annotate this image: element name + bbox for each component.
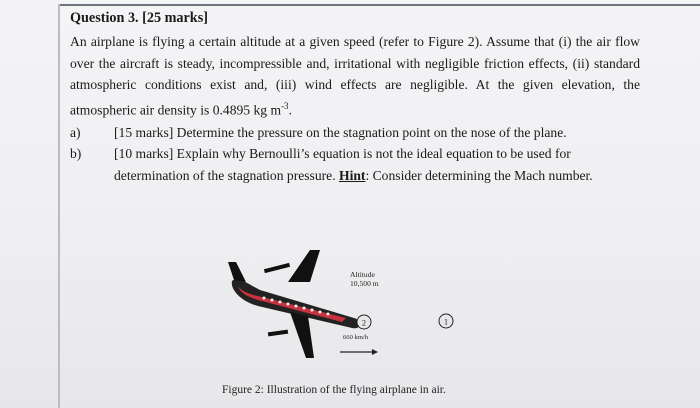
density-exponent: -3 (281, 101, 289, 112)
question-text (70, 8, 640, 187)
figure-caption: Figure 2: Illustration of the flying airplane in air. (222, 384, 446, 396)
tail-fin (228, 262, 246, 282)
point-1-label: 1 (444, 317, 448, 327)
upper-wing (288, 250, 320, 282)
part-a (70, 122, 640, 144)
question-intro (70, 31, 640, 122)
lower-wing (290, 312, 314, 358)
engine-upper (264, 263, 290, 273)
part-b-text (114, 143, 640, 187)
intro-text: An airplane is flying a certain altitude at a given speed (refer to Figure 2). Assume that (i) the air flow over the aircraft is steady, incompressible and, irritational with negligible friction effects, (ii) standard atmospheric conditions exist and, (iii) wind effects are negligible. At the given elevation, the atmospheric air density is 0.4895 kg m (70, 33, 640, 118)
page-left-border (58, 4, 60, 408)
part-b-body: [10 marks] Explain why Bernoulli’s equation is not the ideal equation to be used for determination of the stagnation pressure. (114, 146, 571, 184)
part-b (70, 143, 640, 187)
altitude-annotation (350, 270, 379, 288)
speed-label: 660 km/h (343, 334, 369, 341)
part-a-text: [15 marks] Determine the pressure on the stagnation point on the nose of the plane. (114, 124, 567, 140)
page-top-rule (58, 4, 700, 6)
airplane-figure (222, 232, 472, 382)
altitude-value: 10,500 m (350, 279, 379, 288)
intro-end: . (288, 102, 292, 118)
point-2-label: 2 (362, 318, 366, 328)
engine-lower (268, 330, 288, 337)
speed-arrow-icon (372, 349, 378, 355)
hint-label: Hint (339, 168, 366, 184)
altitude-label: Altitude (350, 270, 375, 279)
hint-text: : Consider determining the Mach number. (365, 168, 593, 184)
part-a-label: a) (70, 124, 81, 140)
part-b-label: b) (70, 146, 82, 162)
question-title: Question 3. [25 marks] (70, 10, 208, 26)
